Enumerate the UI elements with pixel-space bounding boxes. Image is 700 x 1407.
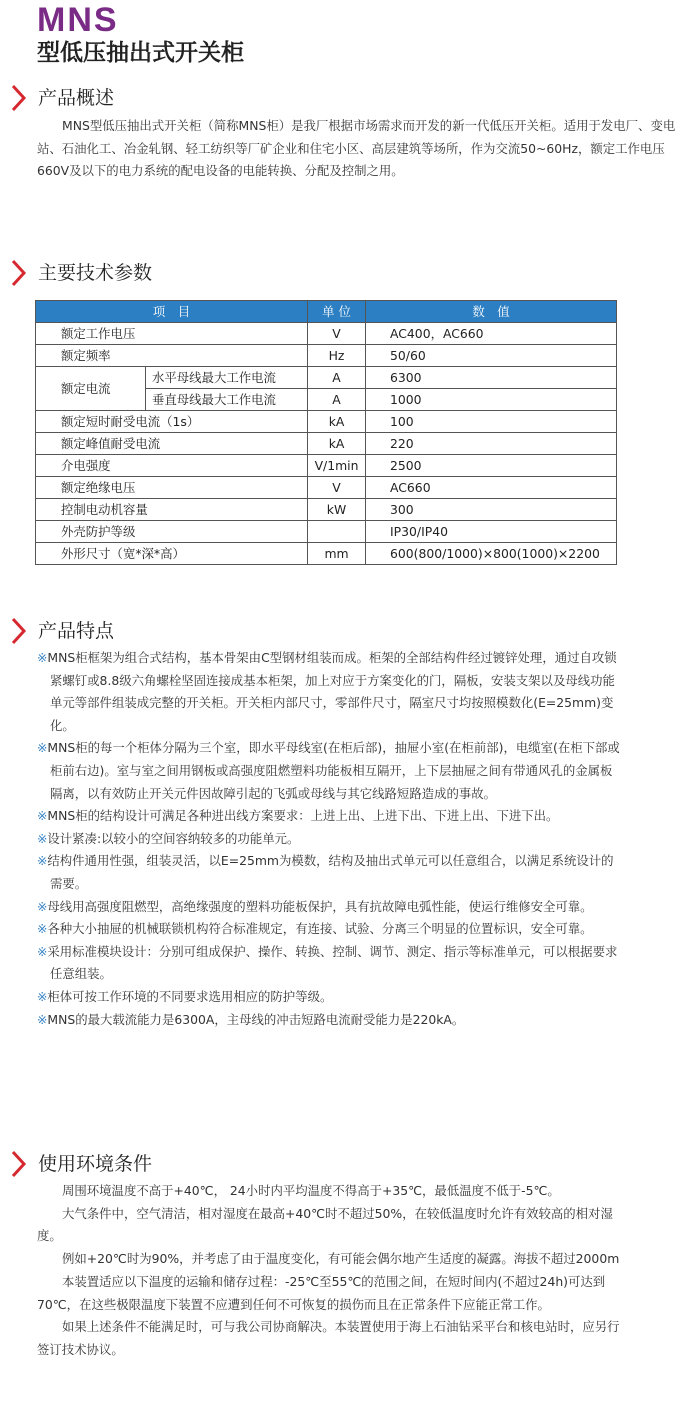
table-row: [36, 323, 617, 345]
table-row: [36, 411, 617, 433]
chevron-right-icon: [8, 258, 30, 288]
table-row: [36, 543, 617, 565]
list-item: [37, 647, 622, 737]
chevron-right-icon: [8, 1149, 30, 1179]
row-value: 2500: [366, 455, 617, 477]
row-value: 300: [366, 499, 617, 521]
row-item: 控制电动机容量: [36, 499, 308, 521]
row-value: 600(800/1000)×800(1000)×2200: [366, 543, 617, 565]
spec-table: [35, 300, 617, 565]
list-item: [37, 918, 622, 941]
row-item: 介电强度: [36, 455, 308, 477]
row-item: 额定工作电压: [36, 323, 308, 345]
table-row: [36, 345, 617, 367]
bullet-marker: ※: [37, 830, 48, 846]
feature-text: 结构件通用性强，组装灵活，以E=25mm为模数，结构及抽出式单元可以任意组合，以满足系统设计的需要。: [47, 853, 614, 891]
row-unit: V: [308, 477, 366, 499]
feature-text: 设计紧凑:以较小的空间容纳较多的功能单元。: [47, 830, 300, 846]
chevron-right-icon: [8, 616, 30, 646]
row-value: 1000: [366, 389, 617, 411]
row-value: 100: [366, 411, 617, 433]
row-unit: mm: [308, 543, 366, 565]
row-value: 220: [366, 433, 617, 455]
feature-text: 采用标准模块设计：分别可组成保护、操作、转换、控制、调节、测定、指示等标准单元，可以根据要求任意组装。: [47, 943, 618, 982]
bullet-marker: ※: [37, 921, 48, 937]
section-title: 主要技术参数: [38, 262, 153, 284]
bullet-marker: ※: [37, 988, 48, 1004]
bullet-marker: ※: [37, 943, 48, 959]
row-item: 额定短时耐受电流（1s）: [36, 411, 308, 433]
row-unit: kW: [308, 499, 366, 521]
table-row: [36, 521, 617, 543]
bullet-marker: ※: [37, 898, 48, 914]
list-item: [37, 896, 622, 919]
row-unit: kA: [308, 433, 366, 455]
row-unit: A: [308, 367, 366, 389]
feature-list: [37, 647, 622, 1031]
row-unit: A: [308, 389, 366, 411]
row-item: 额定峰值耐受电流: [36, 433, 308, 455]
column-header-value: 数 值: [366, 301, 617, 323]
column-header-item: 项 目: [36, 301, 308, 323]
row-value: 50/60: [366, 345, 617, 367]
table-row: [36, 367, 617, 389]
list-item: [37, 737, 622, 805]
page-title: 型低压抽出式开关柜: [37, 40, 244, 66]
bullet-marker: ※: [37, 853, 48, 869]
bullet-marker: ※: [37, 1011, 48, 1027]
table-row: [36, 477, 617, 499]
section-title: 产品概述: [38, 87, 115, 109]
environment-paragraph: 例如+20℃时为90%，并考虑了由于温度变化，有可能会偶尔地产生适度的凝露。海拔不超过2000m: [62, 1251, 620, 1267]
table-row: [36, 499, 617, 521]
brand-logo: MNS: [37, 1, 119, 39]
environment-text: [37, 1180, 629, 1362]
section-title: 使用环境条件: [38, 1153, 153, 1175]
bullet-marker: ※: [37, 808, 48, 824]
list-item: [37, 1009, 622, 1032]
column-header-unit: 单 位: [308, 301, 366, 323]
row-item: 额定频率: [36, 345, 308, 367]
environment-paragraph: 周围环境温度不高于+40℃， 24小时内平均温度不得高于+35℃，最低温度不低于-5℃。: [62, 1183, 560, 1198]
list-item: [37, 828, 622, 851]
row-item: 外壳防护等级: [36, 521, 308, 543]
environment-paragraph: 如果上述条件不能满足时，可与我公司协商解决。本装置使用于海上石油钻采平台和核电站时，应另行签订技术协议。: [37, 1319, 620, 1357]
row-value: AC400，AC660: [366, 323, 617, 345]
row-subitem: 水平母线最大工作电流: [146, 367, 308, 389]
row-value: IP30/IP40: [366, 521, 617, 543]
feature-text: MNS柜的结构设计可满足各种进出线方案要求：上进上出、上进下出、下进上出、下进下出。: [47, 808, 559, 824]
feature-text: MNS柜的每一个柜体分隔为三个室，即水平母线室(在柜后部)，抽屉小室(在柜前部)，电缆室(在柜下部或柜前右边)。室与室之间用钢板或高强度阻燃塑料功能板相互隔开，上下层抽屉之间有带通风孔的金属板隔离，以有效防止开关元件因故障引起的飞弧或母线与其它线路短路造成的事故。: [47, 740, 620, 801]
row-value: 6300: [366, 367, 617, 389]
row-item: 外形尺寸（宽*深*高）: [36, 543, 308, 565]
row-unit: V/1min: [308, 455, 366, 477]
environment-paragraph: 本装置适应以下温度的运输和储存过程：-25℃至55℃的范围之间，在短时间内(不超过24h)可达到70℃，在这些极限温度下装置不应遭到任何不可恢复的损伤而且在正常条件下应能正常工作。: [37, 1273, 606, 1312]
table-header-row: [36, 301, 617, 323]
row-subitem: 垂直母线最大工作电流: [146, 389, 308, 411]
bullet-marker: ※: [37, 740, 48, 756]
list-item: [37, 850, 622, 895]
row-item: 额定电流: [36, 367, 146, 411]
row-unit: [308, 521, 366, 543]
row-value: AC660: [366, 477, 617, 499]
list-item: [37, 986, 622, 1009]
list-item: [37, 941, 622, 986]
list-item: [37, 805, 622, 828]
table-row: [36, 433, 617, 455]
feature-text: 柜体可按工作环境的不同要求选用相应的防护等级。: [47, 988, 333, 1004]
bullet-marker: ※: [37, 650, 48, 665]
row-unit: V: [308, 323, 366, 345]
feature-text: MNS的最大载流能力是6300A，主母线的冲击短路电流耐受能力是220kA。: [47, 1011, 465, 1027]
overview-text: MNS型低压抽出式开关柜（简称MNS柜）是我厂根据市场需求而开发的新一代低压开关柜。适用于发电厂、变电站、石油化工、冶金轧钢、轻工纺织等厂矿企业和住宅小区、高层建筑等场所，作为交流50~60Hz，额定工作电压660V及以下的电力系统的配电设备的电能转换、分配及控制之用。: [37, 118, 676, 178]
feature-text: 各种大小抽屉的机械联锁机构符合标准规定，有连接、试验、分离三个明显的位置标识，安全可靠。: [47, 921, 593, 937]
environment-paragraph: 大气条件中，空气清洁，相对湿度在最高+40℃时不超过50%，在较低温度时允许有效较高的相对湿度。: [37, 1205, 613, 1244]
row-item: 额定绝缘电压: [36, 477, 308, 499]
chevron-right-icon: [8, 83, 30, 113]
table-row: [36, 455, 617, 477]
row-unit: kA: [308, 411, 366, 433]
feature-text: 母线用高强度阻燃型，高绝缘强度的塑料功能板保护，具有抗故障电弧性能，使运行维修安全可靠。: [47, 898, 593, 914]
row-unit: Hz: [308, 345, 366, 367]
section-title: 产品特点: [38, 620, 115, 642]
feature-text: MNS柜框架为组合式结构，基本骨架由C型钢材组装而成。柜架的全部结构件经过镀锌处理，通过自攻锁紧螺钉或8.8级六角螺栓坚固连接成基本柜架，加上对应于方案变化的门，隔板，安装支架以及母线功能单元等部件组装成完整的开关柜。开关柜内部尺寸，零部件尺寸，隔室尺寸均按照模数化(E=25mm)变化。: [47, 650, 617, 733]
